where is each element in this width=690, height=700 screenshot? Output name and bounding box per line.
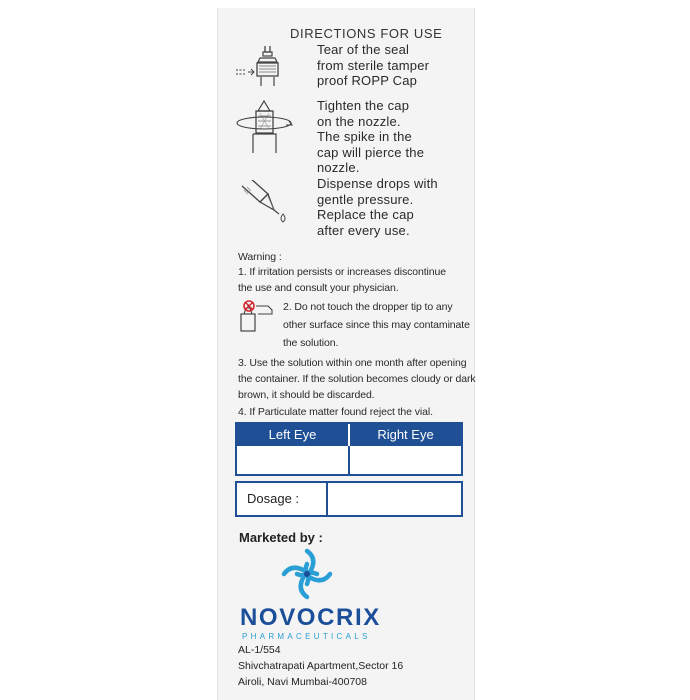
dosage-box [235, 481, 463, 517]
step-3-text: Dispense drops with gentle pressure. Replace the cap after every use. [317, 176, 438, 238]
warning-title: Warning : [238, 251, 282, 263]
right-eye-header: Right Eye [377, 427, 434, 442]
eye-table [235, 422, 463, 476]
warning-item-3: 3. Use the solution within one month after opening the container. If the solution becomes cloudy or dark brown, it should be discarded. [238, 357, 476, 401]
no-touch-dropper-icon [236, 300, 276, 332]
cap-rotate-icon [234, 99, 296, 155]
left-eye-header: Left Eye [268, 427, 317, 442]
novocrix-logo-icon [281, 548, 333, 600]
bottle-seal-icon [232, 44, 292, 88]
address-line-1: AL-1/554 [238, 644, 281, 656]
address-line-2: Shivchatrapati Apartment,Sector 16 [238, 660, 404, 672]
address-line-3: Airoli, Navi Mumbai-400708 [238, 676, 367, 688]
dosage-divider [326, 483, 328, 515]
company-subtitle: PHARMACEUTICALS [242, 632, 371, 641]
step-1-text: Tear of the seal from sterile tamper proof ROPP Cap [317, 42, 430, 88]
company-name: NOVOCRIX [240, 604, 381, 631]
eye-table-header-divider [348, 424, 350, 446]
directions-heading: DIRECTIONS FOR USE [290, 26, 443, 41]
warning-item-1: 1. If irritation persists or increases discontinue the use and consult your physician. [238, 266, 447, 294]
dosage-label: Dosage : [247, 491, 300, 506]
marketed-by-label: Marketed by : [239, 530, 323, 545]
dropper-dispense-icon [238, 180, 292, 224]
warning-item-4: 4. If Particulate matter found reject the vial. [238, 406, 433, 418]
warning-item-2: 2. Do not touch the dropper tip to any other surface since this may contaminate the solution. [283, 301, 470, 349]
step-2-text: Tighten the cap on the nozzle. The spike in the cap will pierce the nozzle. [317, 98, 425, 175]
